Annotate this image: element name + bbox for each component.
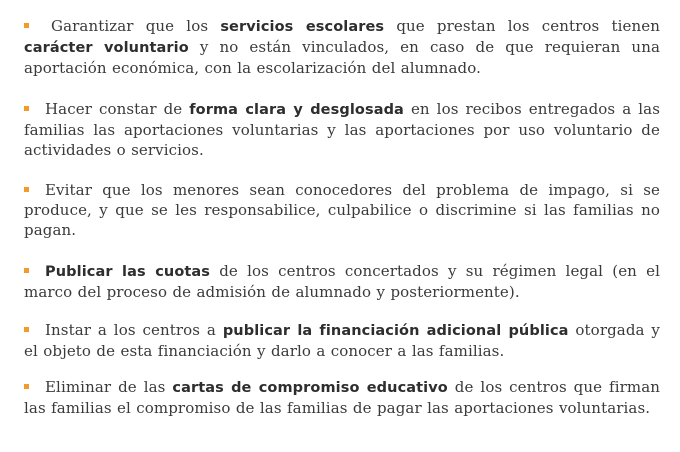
recommendation-item [24, 180, 660, 240]
item-text: Garantizar que los [51, 17, 221, 35]
item-text: Instar a los centros a [45, 321, 223, 339]
bullet-square-icon [24, 23, 29, 28]
item-text: que prestan los centros tienen [384, 17, 660, 35]
item-bold-text: cartas de compromiso educativo [172, 380, 448, 396]
item-bold-text: forma clara y desglosada [189, 102, 404, 118]
item-bold-text: servicios escolares [220, 19, 385, 35]
bullet-square-icon [24, 106, 29, 111]
item-text: de los centros concertados y su régimen legal (en el marco del proceso de admisión de alumnado y posteriormente). [24, 262, 660, 301]
item-text: otorgada y el objeto de esta financiación y darlo a conocer a las familias. [24, 321, 661, 360]
item-text: en los recibos entregados a las familias las aportaciones voluntarias y las aportaciones por uso voluntario de actividades o servicios. [24, 100, 660, 159]
item-text: Evitar que los menores sean conocedores del problema de impago, si se produce, y que se les responsabilice, culpabilice o discrimine si las familias no pagan. [24, 181, 660, 239]
item-text: y no están vinculados, en caso de que requieran una aportación económica, con la escolarización del alumnado. [24, 38, 660, 77]
recommendation-item [24, 99, 660, 160]
item-text: Eliminar de las [45, 378, 173, 396]
recommendation-item [24, 261, 660, 302]
recommendation-item [24, 377, 660, 418]
bullet-square-icon [24, 187, 29, 192]
item-text: Hacer constar de [45, 100, 190, 118]
bullet-square-icon [24, 268, 29, 273]
item-bold-text: carácter voluntario [24, 40, 189, 56]
recommendation-item [24, 16, 660, 78]
bullet-square-icon [24, 327, 29, 332]
recommendation-item [24, 320, 660, 361]
bullet-square-icon [24, 384, 29, 389]
item-text: de los centros que firman las familias el compromiso de las familias de pagar las aportaciones voluntarias. [24, 378, 661, 417]
item-bold-text: publicar la financiación adicional pública [222, 323, 569, 339]
item-bold-text: Publicar las cuotas [45, 264, 211, 280]
